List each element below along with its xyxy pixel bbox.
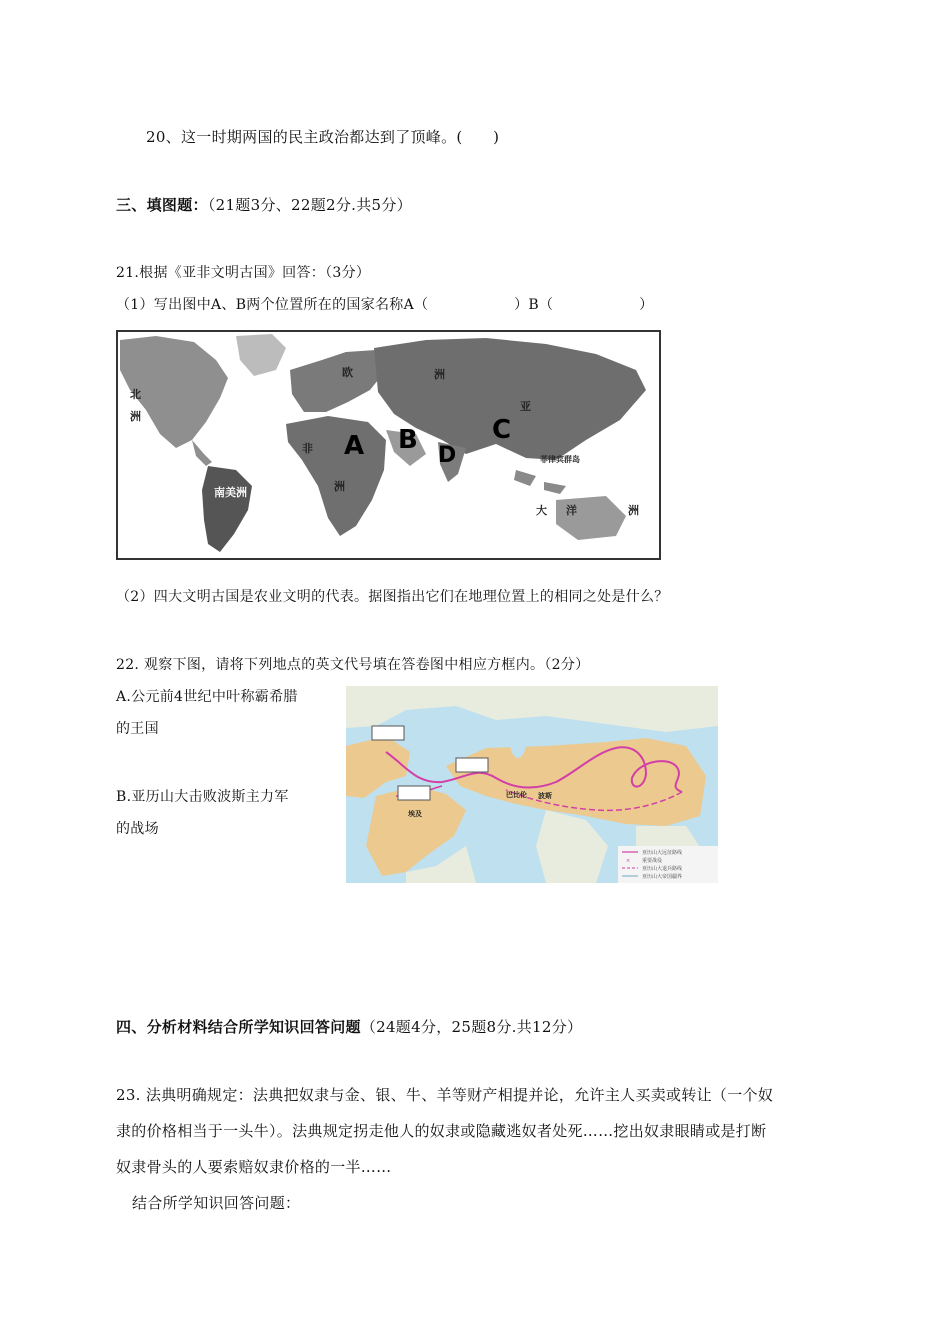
map-label-b: B [398,425,418,455]
question-20: 20、这一时期两国的民主政治都达到了顶峰。( ) [146,128,500,146]
map-label-d: D [438,443,457,468]
legend-item-2: 亚历山大退兵路线 [642,866,683,872]
section-4-title: 四、分析材料结合所学知识回答问题 [116,1018,361,1036]
question-22-stem: 22. 观察下图，请将下列地点的英文代号填在答卷图中相应方框内。（2分） [116,657,590,673]
section-4-meta: （24题4分，25题8分.共12分） [360,1018,583,1036]
question-23-line1: 23. 法典明确规定：法典把奴隶与金、银、牛、羊等财产相提并论，允许主人买卖或转让（一个奴 [116,1086,774,1104]
map1-name-5: 非 [302,442,313,455]
map2-name-0: 巴比伦 [506,791,527,799]
map1-name-4: 洲 [434,368,445,381]
section-3-title: 三、填图题： [116,196,208,214]
map1-name-9: 洋 [566,504,577,517]
question-22-option-b-line1: B.亚历山大击败波斯主力军 [116,789,289,805]
map2-name-1: 波斯 [538,792,552,800]
map-label-a: A [344,431,365,461]
question-22-option-a-line1: A.公元前4世纪中叶称霸希腊 [116,689,298,705]
alexander-empire-map [346,686,718,883]
map1-name-1: 洲 [130,410,141,423]
world-map-figure [116,330,661,560]
answer-box-3[interactable] [398,786,430,800]
legend-item-0: 亚历山大远征路线 [642,850,683,856]
question-23-line2: 隶的价格相当于一头牛）。法典规定拐走他人的奴隶或隐藏逃奴者处死……挖出奴隶眼睛或是打断 [116,1122,767,1140]
answer-box-1[interactable] [372,726,404,740]
map1-name-10: 洲 [628,504,639,517]
map2-name-2: 埃及 [408,810,422,818]
question-22-option-b-line2: 的战场 [116,821,159,837]
section-3-meta: （21题3分、22题2分.共5分） [207,196,412,214]
map1-name-2: 南美洲 [214,486,247,499]
alexander-map-figure [346,686,718,883]
answer-box-2[interactable] [456,758,488,772]
section-3-heading [116,194,412,215]
map1-name-6: 洲 [334,480,345,493]
section-4-heading [116,1016,582,1037]
question-21-stem: 21.根据《亚非文明古国》回答：（3分） [116,265,371,281]
map1-name-8: 大 [536,504,547,517]
question-22-option-a-line2: 的王国 [116,721,159,737]
question-21-part1: （1）写出图中A、B两个位置所在的国家名称A（ ）B（ ） [116,297,654,313]
question-23-line4: 结合所学知识回答问题： [132,1194,301,1212]
svg-text:×: × [626,858,631,864]
map2-legend [618,846,718,883]
question-21-part2: （2）四大文明古国是农业文明的代表。据图指出它们在地理位置上的相同之处是什么？ [116,589,669,605]
map1-name-11: 菲律宾群岛 [540,455,580,464]
map1-name-3: 欧 [342,366,353,379]
legend-item-3: 亚历山大帝国疆界 [642,874,683,880]
legend-item-1: 重要战役 [642,858,663,864]
map-label-c: C [492,415,512,445]
map1-name-7: 亚 [520,400,531,413]
civilizations-world-map [116,330,661,560]
map1-name-0: 北 [130,388,141,401]
question-23-line3: 奴隶骨头的人要索赔奴隶价格的一半…… [116,1158,392,1176]
